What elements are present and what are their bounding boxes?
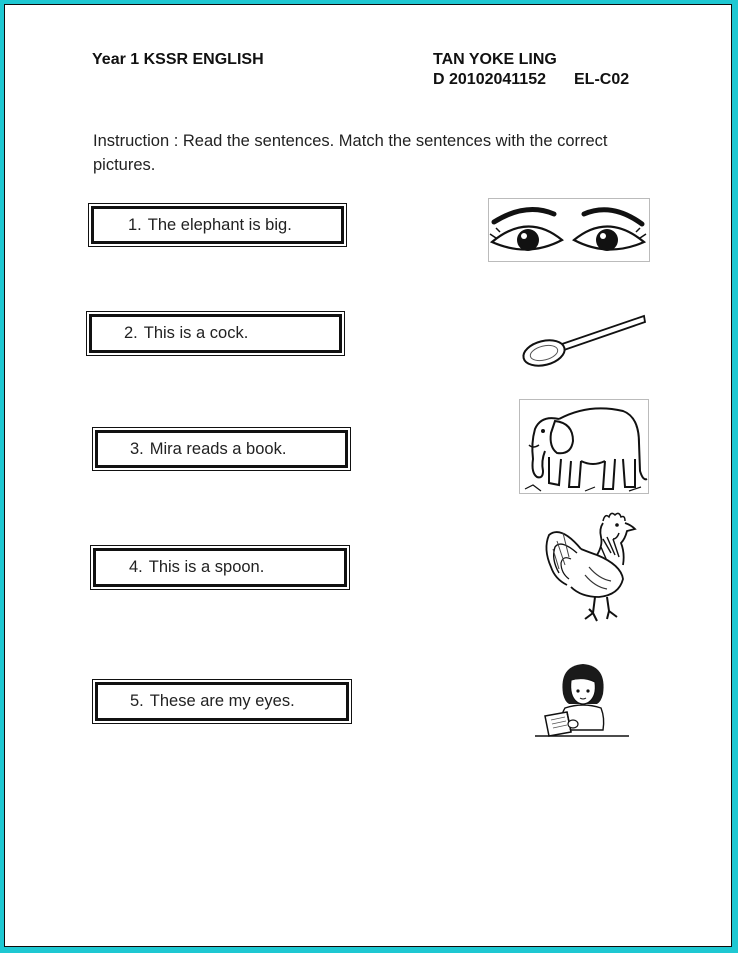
girl-reading-icon <box>531 660 631 740</box>
sentence-box-1 <box>88 203 347 247</box>
elephant-icon <box>519 399 649 494</box>
sentence-text: These are my eyes. <box>149 692 295 710</box>
sentence-box-5 <box>92 679 352 724</box>
sentence-number: 1. <box>128 215 142 234</box>
student-id: D 20102041152 <box>433 71 546 88</box>
sentence-number: 4. <box>129 558 143 576</box>
sentence-box-4 <box>90 545 350 590</box>
sentence-number: 3. <box>130 439 144 458</box>
sentence-text: This is a cock. <box>143 324 249 342</box>
worksheet-page <box>4 4 732 947</box>
instruction-text: Instruction : Read the sentences. Match the sentences with the correct pictures. <box>93 132 608 174</box>
sentence-text: Mira reads a book. <box>149 439 287 458</box>
sentence-text: The elephant is big. <box>147 215 292 234</box>
eyes-icon <box>488 198 650 262</box>
rooster-icon <box>541 509 637 625</box>
course-title: Year 1 KSSR ENGLISH <box>92 51 264 68</box>
sentence-text: This is a spoon. <box>148 558 265 576</box>
class-code: EL-C02 <box>574 71 630 88</box>
spoon-icon <box>518 312 648 372</box>
sentence-box-2 <box>86 311 345 356</box>
sentence-number: 5. <box>130 692 144 710</box>
author-name: TAN YOKE LING <box>433 51 557 68</box>
sentence-box-3 <box>92 427 351 471</box>
sentence-number: 2. <box>124 324 138 342</box>
